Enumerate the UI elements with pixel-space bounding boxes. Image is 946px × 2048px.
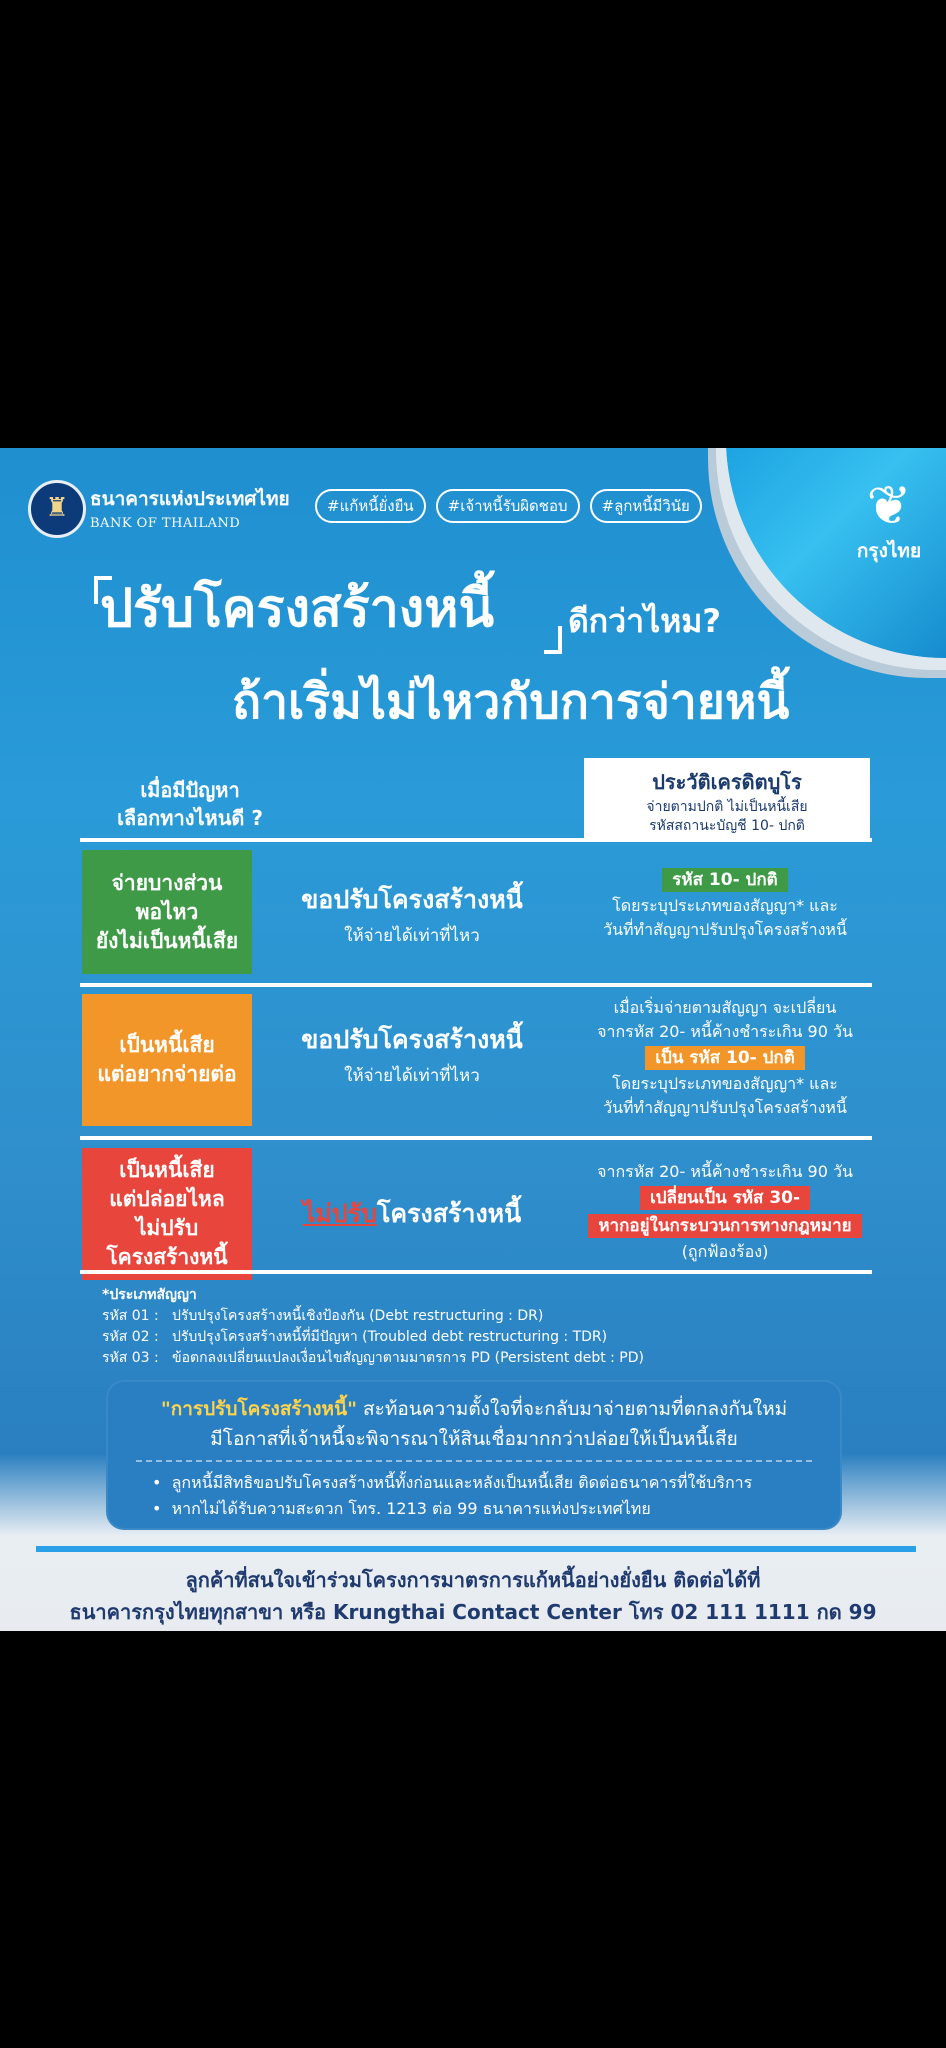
krungthai-logo	[846, 476, 932, 566]
status-badge-legal: หากอยู่ในกระบวนการทางกฎหมาย	[588, 1214, 861, 1238]
hashtag: #ลูกหนี้มีวินัย	[590, 489, 702, 523]
hashtag-row	[315, 489, 702, 523]
info-callout	[106, 1380, 842, 1530]
callout-bullets	[152, 1470, 752, 1522]
footer-contact	[0, 1564, 946, 1628]
result-detail: โดยระบุประเภทของสัญญา* และ	[612, 896, 838, 915]
status-badge: รหัส 10- ปกติ	[662, 868, 787, 892]
footer-line-2: ธนาคารกรุงไทยทุกสาขา หรือ Krungthai Contact Center โทร 02 111 1111 กด 99	[69, 1600, 877, 1624]
credit-bureau-header	[584, 758, 870, 842]
credit-result	[570, 866, 880, 942]
result-detail: เมื่อเริ่มจ่ายตามสัญญา จะเปลี่ยน	[613, 998, 837, 1017]
option-label-partial-pay: จ่ายบางส่วน พอไหว ยังไม่เป็นหนี้เสีย	[82, 850, 252, 974]
table-divider	[80, 983, 872, 987]
action-negation: ไม่ปรับ	[302, 1199, 377, 1228]
option-action	[262, 1020, 562, 1089]
contract-type-notes	[102, 1285, 644, 1369]
credit-sub-2: รหัสสถานะบัญชี 10- ปกติ	[649, 818, 805, 834]
option-action	[262, 880, 562, 949]
option-action	[262, 1194, 562, 1234]
action-title: ไม่ปรับโครงสร้างหนี้	[302, 1199, 522, 1228]
krungthai-name: กรุงไทย	[856, 540, 922, 562]
result-detail: วันที่ทำสัญญาปรับปรุงโครงสร้างหนี้	[603, 920, 847, 939]
bot-name-english: BANK OF THAILAND	[90, 516, 241, 531]
action-subtitle: ให้จ่ายได้เท่าที่ไหว	[344, 1066, 480, 1086]
callout-divider	[136, 1460, 812, 1462]
bullet-item: • หากไม่ได้รับความสะดวก โทร. 1213 ต่อ 99 ธนาคารแห่งประเทศไทย	[152, 1499, 651, 1518]
action-title: ขอปรับโครงสร้างหนี้	[301, 885, 523, 914]
bank-of-thailand-name	[90, 484, 290, 531]
status-badge: เปลี่ยนเป็น รหัส 30-	[640, 1186, 810, 1210]
credit-result	[570, 996, 880, 1120]
notes-title: *ประเภทสัญญา	[102, 1287, 197, 1303]
poster	[0, 448, 946, 1631]
note-item: รหัส 03 : ข้อตกลงเปลี่ยนแปลงเงื่อนไขสัญญาตามมาตรการ PD (Persistent debt : PD)	[102, 1350, 644, 1366]
headline-main: ปรับโครงสร้างหนี้	[100, 579, 495, 639]
credit-sub-1: จ่ายตามปกติ ไม่เป็นหนี้เสีย	[646, 799, 808, 815]
result-detail: โดยระบุประเภทของสัญญา* และ	[612, 1074, 838, 1093]
hashtag: #แก้หนี้ยั่งยืน	[315, 489, 426, 523]
result-detail: จากรหัส 20- หนี้ค้างชำระเกิน 90 วัน	[597, 1022, 853, 1041]
result-detail: (ถูกฟ้องร้อง)	[681, 1242, 769, 1261]
table-divider	[80, 838, 872, 842]
action-subtitle: ให้จ่ายได้เท่าที่ไหว	[344, 926, 480, 946]
note-item: รหัส 02 : ปรับปรุงโครงสร้างหนี้ที่มีปัญหา (Troubled debt restructuring : TDR)	[102, 1329, 608, 1345]
quote-bracket-close	[544, 626, 562, 654]
status-badge: เป็น รหัส 10- ปกติ	[645, 1046, 805, 1070]
option-label-npl-want-pay: เป็นหนี้เสีย แต่อยากจ่ายต่อ	[82, 994, 252, 1126]
callout-line-2: มีโอกาสที่เจ้าหนี้จะพิจารณาให้สินเชื่อมากกว่าปล่อยให้เป็นหนี้เสีย	[210, 1428, 738, 1450]
bot-name-thai: ธนาคารแห่งประเทศไทย	[90, 488, 290, 510]
footer-accent-line	[36, 1546, 916, 1552]
footer-line-1: ลูกค้าที่สนใจเข้าร่วมโครงการมาตรการแก้หนี้อย่างยั่งยืน ติดต่อได้ที่	[185, 1568, 761, 1592]
result-detail: จากรหัส 20- หนี้ค้างชำระเกิน 90 วัน	[597, 1162, 853, 1181]
bank-of-thailand-logo-icon: ♜	[28, 480, 86, 538]
table-divider	[80, 1270, 872, 1274]
hashtag: #เจ้าหนี้รับผิดชอบ	[436, 489, 580, 523]
callout-quote: "การปรับโครงสร้างหนี้" สะท้อนความตั้งใจที่จะกลับมาจ่ายตามที่ตกลงกันใหม่ มีโอกาสที่เจ้าหนี้จะพิจารณาให้สินเชื่อมากกว่าปล่อยให้เป็นหนี้เสีย	[160, 1398, 788, 1450]
result-detail: วันที่ทำสัญญาปรับปรุงโครงสร้างหนี้	[603, 1098, 847, 1117]
question-header: เมื่อมีปัญหา เลือกทางไหนดี ?	[117, 778, 263, 830]
table-divider	[80, 1136, 872, 1140]
note-item: รหัส 01 : ปรับปรุงโครงสร้างหนี้เชิงป้องกัน (Debt restructuring : DR)	[102, 1308, 544, 1324]
action-title: ขอปรับโครงสร้างหนี้	[301, 1025, 523, 1054]
bullet-item: • ลูกหนี้มีสิทธิขอปรับโครงสร้างหนี้ทั้งก่อนและหลังเป็นหนี้เสีย ติดต่อธนาคารที่ใช้บริการ	[152, 1473, 753, 1492]
option-label-npl-no-restructure: เป็นหนี้เสีย แต่ปล่อยไหล ไม่ปรับ โครงสร้างหนี้	[82, 1148, 252, 1280]
headline-sub: ถ้าเริ่มไม่ไหวกับการจ่ายหนี้	[232, 674, 790, 730]
callout-highlight: "การปรับโครงสร้างหนี้"	[160, 1398, 357, 1420]
credit-title: ประวัติเครดิตบูโร	[652, 770, 802, 794]
headline-tail: ดีกว่าไหม?	[568, 602, 721, 640]
credit-result	[570, 1160, 880, 1264]
krungthai-bird-icon: ❦	[866, 474, 912, 537]
